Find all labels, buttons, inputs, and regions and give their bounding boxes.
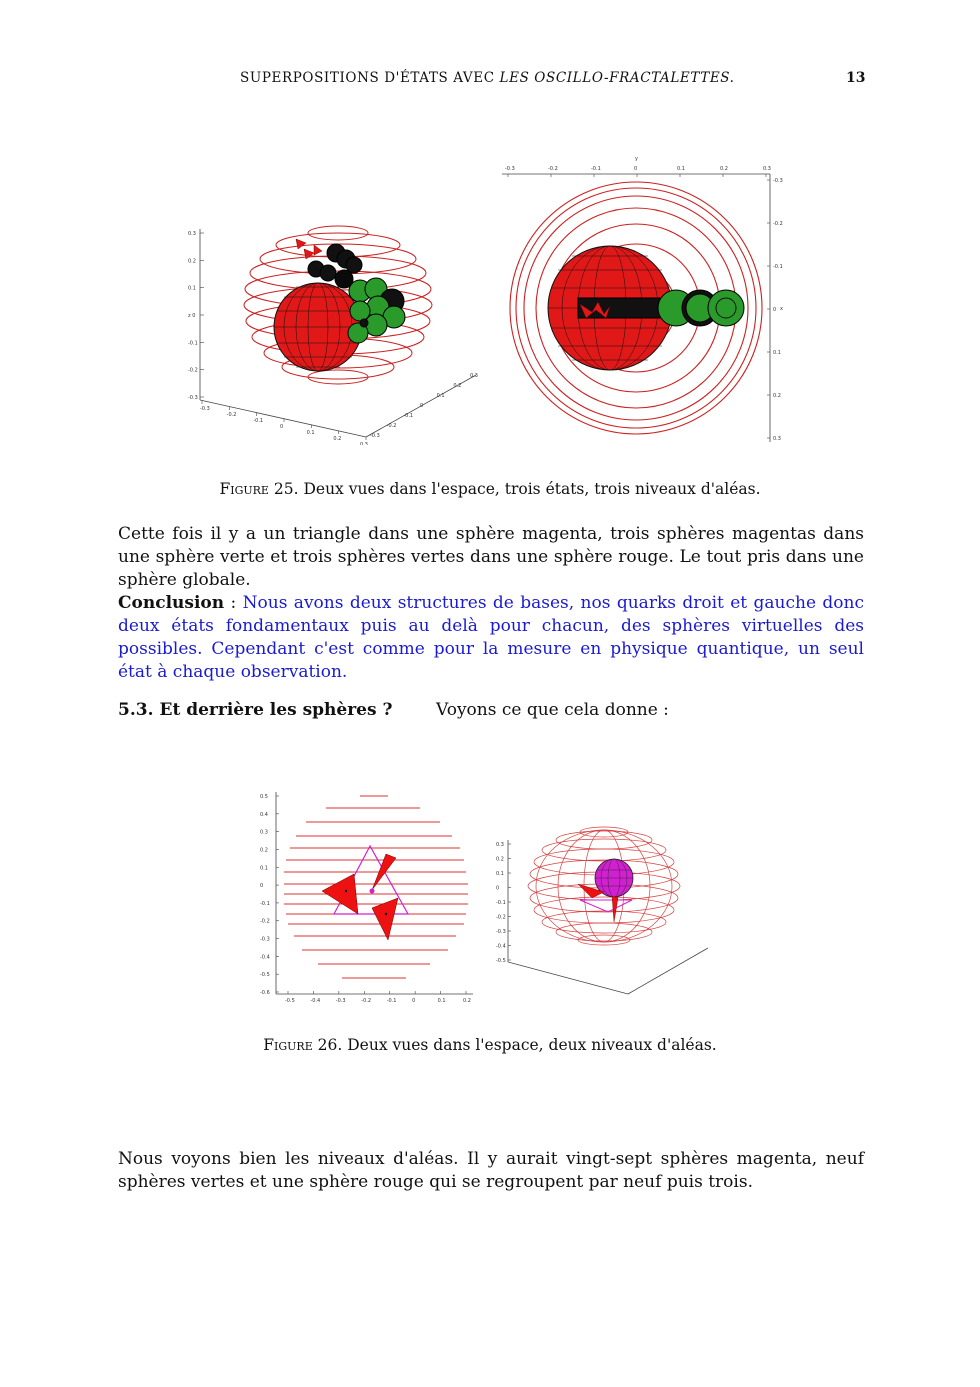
fig25-right-top-tick-6: 0.3: [763, 166, 771, 172]
fig25-right-top-tick-1: -0.2: [548, 166, 558, 172]
fig25-right-side-tick-0: -0.3: [773, 178, 783, 184]
fig25-right-top-tick-5: 0.2: [720, 166, 728, 172]
figure25-right-plot: [500, 152, 790, 444]
figure26-label: Figure 26.: [263, 1036, 343, 1054]
fig26-left-bottom-tick-3: -0.2: [361, 998, 372, 1004]
conclusion-paragraph: [118, 592, 864, 684]
fig25-left-z-tick-6: -0.3: [188, 395, 198, 401]
paragraph-1: Cette fois il y a un triangle dans une sphère magenta, trois sphères magentas dans une sphère verte et trois sphères vertes dans une sphère rouge. Le tout pris dans une sphère globale.: [118, 524, 864, 590]
figure25-left-plot: [186, 215, 486, 445]
fig26-left-magenta-dot: [370, 889, 375, 894]
fig25-right-x-axis-letter: x: [780, 306, 783, 312]
fig26-left-bottom-tick-1: -0.4: [310, 998, 321, 1004]
fig25-right-top-tick-3: 0: [634, 166, 638, 172]
fig26-left-red-triangles: [322, 854, 398, 940]
fig26-right-side-tick-0: 0.3: [496, 842, 504, 848]
fig25-left-y-tick-4: 0.1: [306, 430, 315, 436]
figure25-label: Figure 25.: [219, 480, 299, 498]
fig25-left-x-tick-0: 0.3: [470, 373, 478, 379]
section-number: 5.3.: [118, 700, 154, 720]
fig25-right-top-ticks: [505, 166, 771, 177]
fig26-left-side-tick-9: -0.4: [260, 954, 270, 961]
fig25-left-red-sphere: [274, 283, 362, 371]
fig26-left-bottom-ticks: [285, 991, 471, 1004]
running-title-prefix: SUPERPOSITIONS D'ÉTATS AVEC: [240, 70, 495, 86]
fig26-left-side-tick-1: 0.4: [260, 811, 268, 818]
figure25-caption: [0, 480, 980, 498]
page-number: 13: [846, 70, 866, 86]
fig26-left-side-tick-11: -0.6: [260, 990, 270, 996]
fig26-left-bottom-tick-7: 0.2: [463, 998, 471, 1004]
fig25-right-top-tick-0: -0.3: [505, 166, 515, 172]
fig25-left-x-tick-3: 0: [420, 403, 424, 409]
fig25-left-x-tick-1: 0.2: [453, 383, 462, 389]
fig25-left-x-tick-6: -0.3: [370, 433, 380, 439]
fig25-right-top-tick-4: 0.1: [677, 166, 685, 172]
fig25-left-y-ticks: [200, 401, 368, 445]
fig26-right-side-tick-2: 0.1: [496, 871, 504, 877]
fig25-left-z-tick-0: 0.3: [188, 231, 196, 237]
fig25-left-y-tick-6: 0.3: [360, 442, 368, 445]
fig26-right-magenta-triangle: [580, 900, 632, 912]
fig26-left-bottom-tick-5: 0: [412, 998, 416, 1004]
fig26-left-side-tick-0: 0.5: [260, 794, 268, 800]
fig25-right-side-tick-6: 0.3: [773, 436, 781, 442]
figure26-left-plot: [258, 790, 478, 1008]
conclusion-separator: :: [224, 593, 243, 613]
fig25-left-x-tick-4: -0.1: [403, 413, 414, 419]
fig25-left-z-ticks: [188, 231, 204, 401]
fig25-left-z-tick-2: 0.1: [188, 285, 196, 292]
fig26-left-bottom-tick-6: 0.1: [437, 998, 446, 1004]
figure26-text: Deux vues dans l'espace, deux niveaux d'aléas.: [347, 1036, 717, 1054]
section-title: Et derrière les sphères ?: [159, 700, 393, 720]
fig25-left-y-tick-2: -0.1: [253, 418, 264, 424]
fig25-left-x-tick-5: -0.2: [386, 423, 397, 429]
fig26-left-side-tick-3: 0.2: [260, 847, 268, 854]
fig25-left-y-tick-5: 0.2: [333, 436, 342, 442]
fig25-left-z-tick-3: z 0: [188, 313, 196, 319]
fig25-left-z-tick-4: -0.1: [188, 340, 198, 347]
section-lead-text: Voyons ce que cela donne :: [436, 700, 669, 720]
fig25-left-z-tick-1: 0.2: [188, 258, 196, 265]
fig26-right-side-tick-4: -0.1: [496, 900, 506, 906]
fig25-left-y-tick-3: 0: [280, 424, 284, 430]
fig26-right-side-tick-7: -0.4: [496, 943, 506, 950]
fig25-right-side-tick-4: 0.1: [773, 350, 781, 356]
fig25-right-y-axis-letter: y: [635, 156, 638, 162]
fig26-left-center-dot-2: [385, 913, 387, 915]
running-head: [0, 70, 980, 90]
fig26-right-side-tick-5: -0.2: [496, 914, 506, 921]
fig26-left-center-dot-1: [345, 890, 347, 892]
fig26-left-side-tick-4: 0.1: [260, 865, 268, 872]
paragraph-2: Nous voyons bien les niveaux d'aléas. Il y aurait vingt-sept sphères magenta, neuf sphères vertes et une sphère rouge qui se regroupent par neuf puis trois.: [118, 1149, 864, 1192]
fig25-right-side-tick-3: 0: [773, 307, 777, 313]
fig26-right-side-ticks: [496, 842, 511, 964]
fig25-left-z-tick-5: -0.2: [188, 367, 198, 374]
fig26-left-wire-lines: [284, 796, 468, 978]
fig26-left-bottom-tick-4: -0.1: [386, 998, 397, 1004]
fig26-left-bottom-tick-2: -0.3: [335, 998, 346, 1004]
fig26-left-side-tick-7: -0.2: [260, 918, 270, 925]
fig26-right-side-tick-3: 0: [496, 885, 500, 892]
fig26-right-side-tick-1: 0.2: [496, 856, 504, 863]
fig26-right-side-tick-8: -0.5: [496, 958, 506, 964]
running-title-italic: LES OSCILLO-FRACTALETTES.: [499, 70, 735, 86]
section-heading: [118, 700, 669, 720]
fig25-right-side-tick-2: -0.1: [773, 264, 783, 270]
figure26-right-plot: [496, 822, 718, 1002]
fig25-left-y-tick-0: -0.3: [200, 406, 210, 412]
fig25-right-side-tick-5: 0.2: [773, 393, 781, 399]
fig26-right-side-tick-6: -0.3: [496, 929, 506, 935]
fig25-right-top-tick-2: -0.1: [591, 166, 601, 172]
fig26-left-side-tick-6: -0.1: [260, 900, 270, 907]
figure25-text: Deux vues dans l'espace, trois états, trois niveaux d'aléas.: [303, 480, 761, 498]
conclusion-text: Nous avons deux structures de bases, nos quarks droit et gauche donc deux états fondamentaux puis au delà pour chacun, des sphères virtuelles des possibles. Cependant c'est comme pour la mesure en physique quantique, un seul état à chaque observation.: [118, 593, 864, 682]
conclusion-label: Conclusion: [118, 593, 225, 613]
fig26-left-bottom-tick-0: -0.5: [285, 998, 295, 1004]
fig25-right-side-tick-1: -0.2: [773, 221, 783, 227]
fig25-left-x-tick-2: 0.1: [436, 393, 445, 399]
fig25-left-y-tick-1: -0.2: [226, 412, 237, 418]
fig26-left-side-tick-10: -0.5: [260, 972, 270, 979]
fig26-left-side-tick-2: 0.3: [260, 829, 268, 836]
fig26-left-side-tick-8: -0.3: [260, 936, 270, 943]
figure26-caption: [0, 1036, 980, 1054]
fig26-left-side-tick-5: 0: [260, 883, 264, 890]
running-title: [240, 70, 735, 86]
